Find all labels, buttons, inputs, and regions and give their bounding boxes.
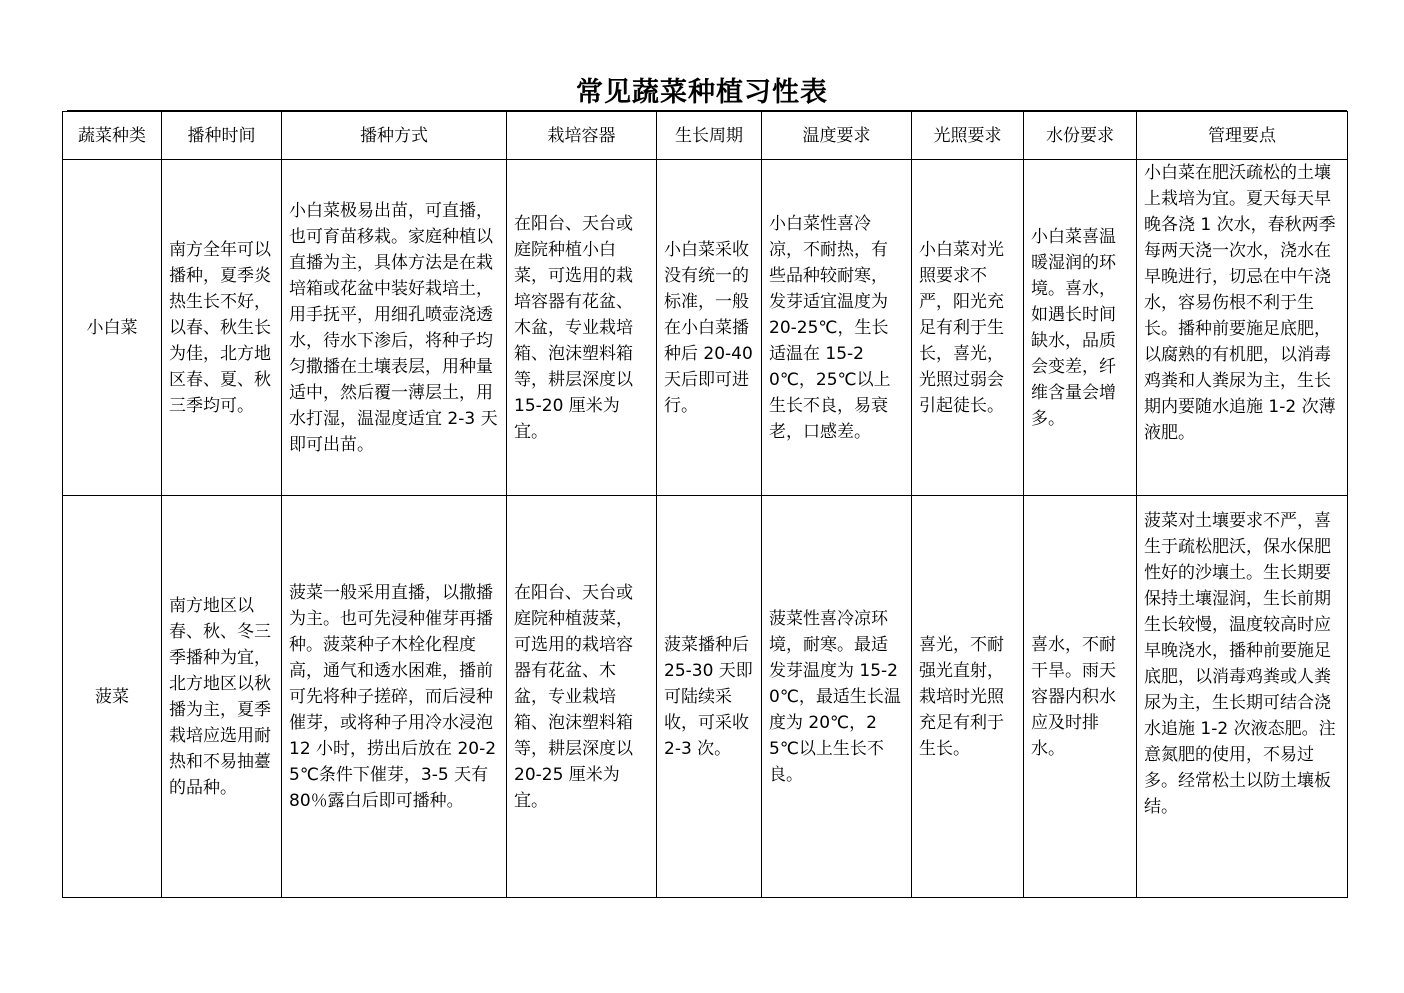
cell-growth-cycle: 菠菜播种后 25-30 天即可陆续采收，可采收 2-3 次。 [657,496,762,898]
header-container: 栽培容器 [507,112,657,160]
vegetable-habits-table [62,111,1348,898]
header-light: 光照要求 [912,112,1024,160]
cell-water: 喜水，不耐干旱。雨天容器内积水应及时排水。 [1024,496,1137,898]
table-row [63,496,1348,898]
cell-container: 在阳台、天台或庭院种植菠菜，可选用的栽培容器有花盆、木盆，专业栽培箱、泡沫塑料箱等，耕层深度以 20-25 厘米为宜。 [507,496,657,898]
header-sowing-method: 播种方式 [282,112,507,160]
header-water: 水份要求 [1024,112,1137,160]
table-row [63,160,1348,496]
cell-vegetable-name: 小白菜 [63,160,162,496]
cell-temperature: 小白菜性喜冷凉，不耐热，有些品种较耐寒，发芽适宜温度为 20-25℃，生长适温在 15-20℃，25℃以上生长不良，易衰老，口感差。 [762,160,912,496]
cell-light: 小白菜对光照要求不严，阳光充足有利于生长，喜光，光照过弱会引起徒长。 [912,160,1024,496]
cell-growth-cycle: 小白菜采收没有统一的标准，一般在小白菜播种后 20-40 天后即可进行。 [657,160,762,496]
cell-sowing-method: 小白菜极易出苗，可直播，也可育苗移栽。家庭种植以直播为主，具体方法是在栽培箱或花盆中装好栽培土，用手抚平，用细孔喷壶浇透水，待水下渗后，将种子均匀撒播在土壤表层，用种量适中，然后覆一薄层土，用水打湿，温湿度适宜 2-3 天即可出苗。 [282,160,507,496]
header-growth-cycle: 生长周期 [657,112,762,160]
cell-management: 小白菜在肥沃疏松的土壤上栽培为宜。夏天每天早晚各浇 1 次水，春秋两季每两天浇一次水，浇水在早晚进行，切忌在中午浇水，容易伤根不利于生长。播种前要施足底肥，以腐熟的有机肥，以消毒鸡粪和人粪尿为主，生长期内要随水追施 1-2 次薄液肥。 [1137,160,1348,496]
cell-container: 在阳台、天台或庭院种植小白菜，可选用的栽培容器有花盆、木盆，专业栽培箱、泡沫塑料箱等，耕层深度以 15-20 厘米为宜。 [507,160,657,496]
cell-sowing-time: 南方全年可以播种，夏季炎热生长不好，以春、秋生长为佳，北方地区春、夏、秋三季均可。 [162,160,282,496]
header-temperature: 温度要求 [762,112,912,160]
cell-temperature: 菠菜性喜冷凉环境，耐寒。最适发芽温度为 15-20℃，最适生长温度为 20℃，25℃以上生长不良。 [762,496,912,898]
cell-water: 小白菜喜温暖湿润的环境。喜水，如遇长时间缺水，品质会变差，纤维含量会增多。 [1024,160,1137,496]
header-sowing-time: 播种时间 [162,112,282,160]
table-header-row [63,112,1348,160]
cell-vegetable-name: 菠菜 [63,496,162,898]
document-title: 常见蔬菜种植习性表 [576,77,828,108]
cell-management: 菠菜对土壤要求不严，喜生于疏松肥沃，保水保肥性好的沙壤土。生长期要保持土壤湿润，生长前期生长较慢，温度较高时应早晚浇水，播种前要施足底肥，以消毒鸡粪或人粪尿为主，生长期可结合浇水追施 1-2 次液态肥。注意氮肥的使用，不易过多。经常松土以防土壤板结。 [1137,496,1348,898]
header-management: 管理要点 [1137,112,1348,160]
cell-light: 喜光，不耐强光直射，栽培时光照充足有利于生长。 [912,496,1024,898]
cell-sowing-time: 南方地区以春、秋、冬三季播种为宜，北方地区以秋播为主，夏季栽培应选用耐热和不易抽薹的品种。 [162,496,282,898]
cell-sowing-method: 菠菜一般采用直播，以撒播为主。也可先浸种催芽再播种。菠菜种子木栓化程度高，通气和透水困难，播前可先将种子搓碎，而后浸种催芽，或将种子用冷水浸泡 12 小时，捞出后放在 20-25℃条件下催芽，3-5 天有 80％露白后即可播种。 [282,496,507,898]
header-vegetable-type: 蔬菜种类 [63,112,162,160]
